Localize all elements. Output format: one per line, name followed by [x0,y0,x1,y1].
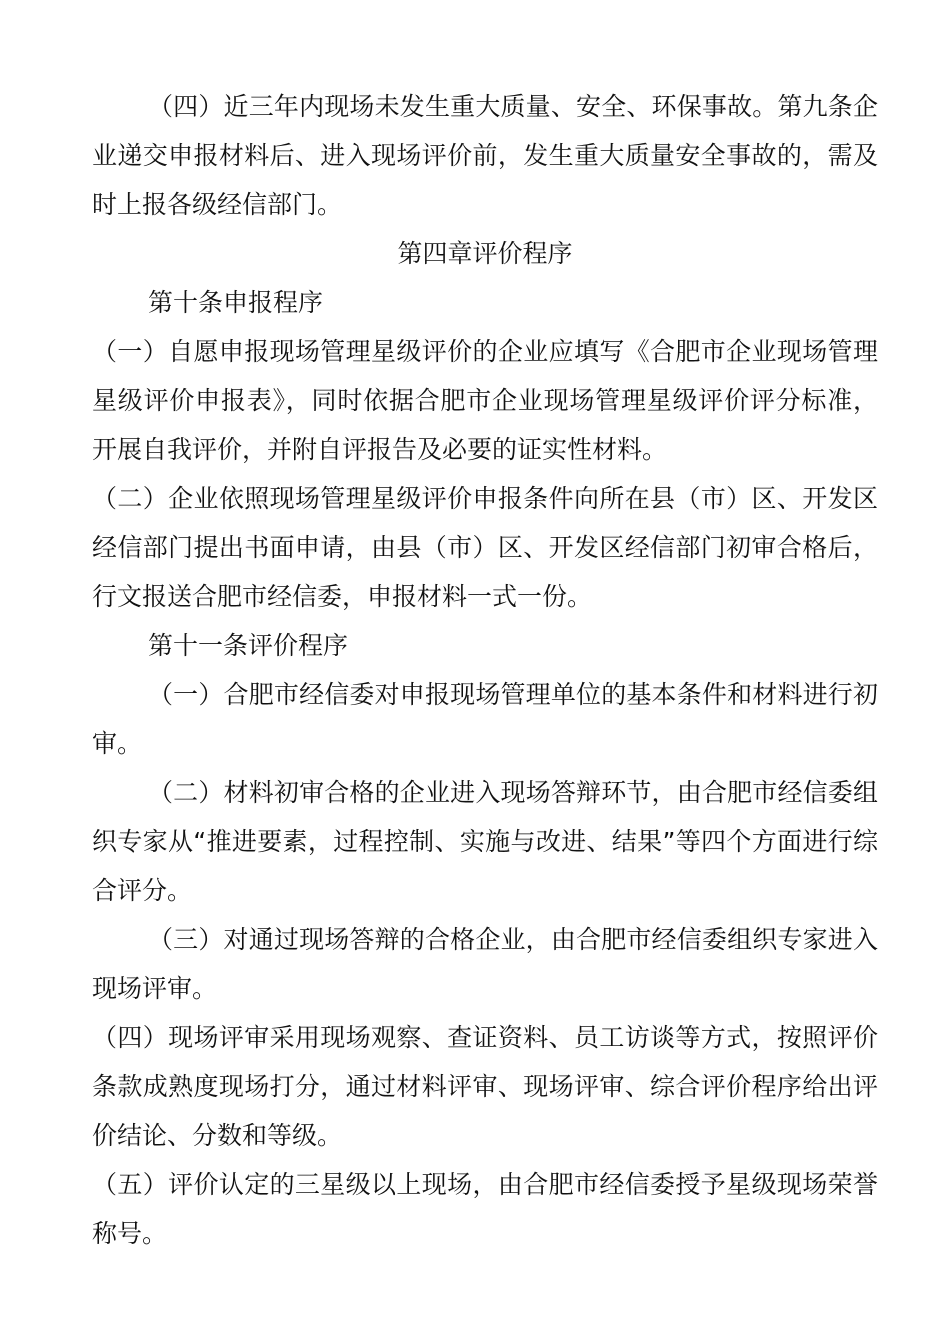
article10-title: 第十条申报程序 [148,288,324,317]
chapter-title: 第四章评价程序 [397,239,573,268]
article11-item2: （二）材料初审合格的企业进入现场答辩环节，由合肥市经信委组织专家从“推进要素，过程控制、实施与改进、结果”等四个方面进行综合评分。 [92,778,878,905]
article11-title: 第十一条评价程序 [148,631,349,660]
article11-item4: （四）现场评审采用现场观察、查证资料、员工访谈等方式，按照评价条款成熟度现场打分，通过材料评审、现场评审、综合评价程序给出评价结论、分数和等级。 [92,1023,878,1150]
article10-item2: （二）企业依照现场管理星级评价申报条件向所在县（市）区、开发区经信部门提出书面申请，由县（市）区、开发区经信部门初审合格后，行文报送合肥市经信委，申报材料一式一份。 [92,484,878,611]
article10-item1: （一）自愿申报现场管理星级评价的企业应填写《合肥市企业现场管理星级评价申报表》，同时依据合肥市企业现场管理星级评价评分标准，开展自我评价，并附自评报告及必要的证实性材料。 [92,337,878,464]
paragraph-article9: （四）近三年内现场未发生重大质量、安全、环保事故。第九条企业递交申报材料后、进入现场评价前，发生重大质量安全事故的，需及时上报各级经信部门。 [92,92,878,219]
article11-item1: （一）合肥市经信委对申报现场管理单位的基本条件和材料进行初审。 [92,680,878,758]
article11-item3: （三）对通过现场答辩的合格企业，由合肥市经信委组织专家进入现场评审。 [92,925,878,1003]
article11-item5: （五）评价认定的三星级以上现场，由合肥市经信委授予星级现场荣誉称号。 [92,1170,878,1248]
